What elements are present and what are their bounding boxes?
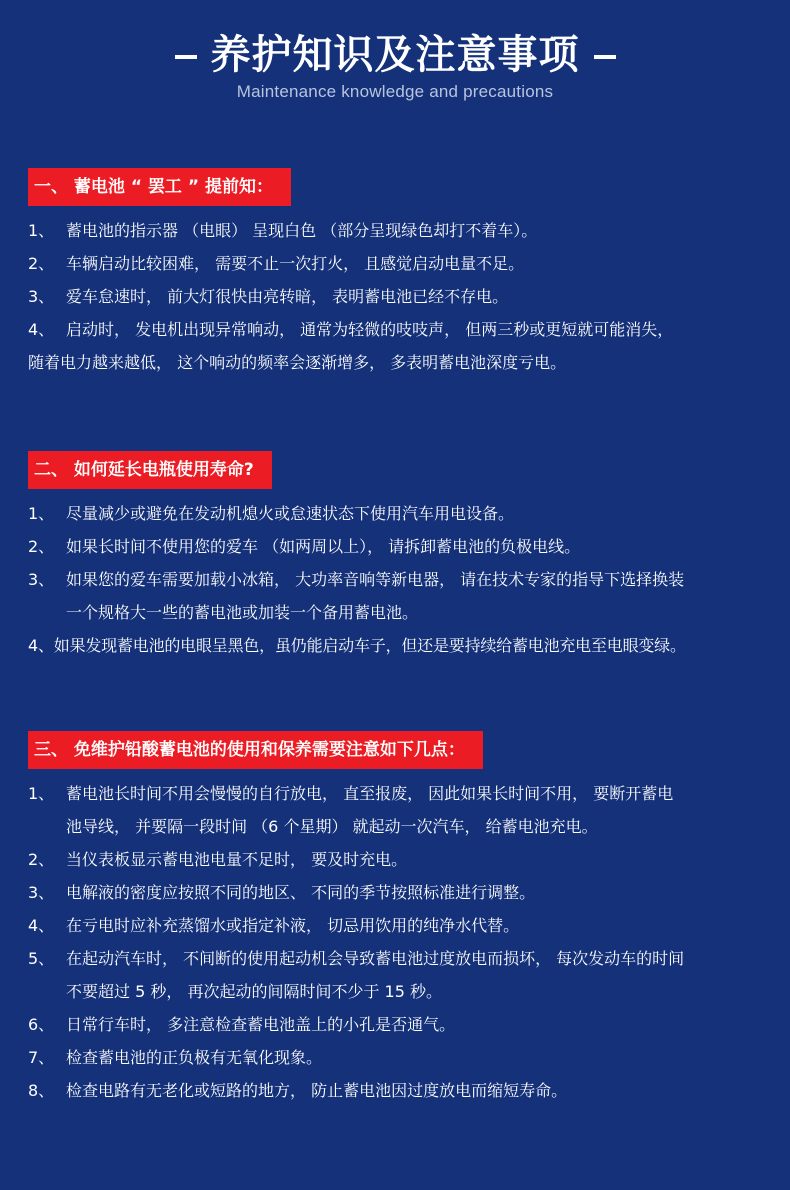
- item-number: 3、: [28, 883, 55, 902]
- list-item: [28, 1041, 768, 1074]
- item-text: 如果您的爱车需要加载小冰箱， 大功率音响等新电器， 请在技术专家的指导下选择换装: [66, 570, 685, 589]
- item-number: 8、: [28, 1081, 55, 1100]
- list-item: [28, 313, 768, 346]
- list-item: 4、如果发现蓄电池的电眼呈黑色，虽仍能启动车子，但还是要持续给蓄电池充电至电眼变绿。: [28, 636, 686, 655]
- item-number: 2、: [28, 254, 55, 273]
- page-title-text: 养护知识及注意事项: [210, 32, 580, 78]
- list-item: [28, 497, 768, 530]
- list-item: [28, 843, 768, 876]
- item-number: 1、: [28, 504, 55, 523]
- list-item: [28, 942, 768, 975]
- list-item: [28, 530, 768, 563]
- list-item: [28, 1074, 768, 1107]
- item-number: 2、: [28, 850, 55, 869]
- item-number: 4、: [28, 320, 55, 339]
- section-title: 一、 蓄电池 “ 罢工 ” 提前知：: [28, 168, 291, 206]
- list-item: [28, 876, 768, 909]
- item-number: 1、: [28, 221, 55, 240]
- item-number: 3、: [28, 287, 55, 306]
- item-text: 电解液的密度应按照不同的地区、 不同的季节按照标准进行调整。: [66, 883, 536, 902]
- page-header: [0, 30, 790, 102]
- item-number: 7、: [28, 1048, 55, 1067]
- section-list: [28, 497, 768, 662]
- item-number: 5、: [28, 949, 55, 968]
- item-text: 蓄电池的指示器 （电眼） 呈现白色 （部分呈现绿色却打不着车）。: [66, 221, 538, 240]
- section-title: 三、 免维护铅酸蓄电池的使用和保养需要注意如下几点：: [28, 731, 483, 769]
- item-continuation: 随着电力越来越低， 这个响动的频率会逐渐增多， 多表明蓄电池深度亏电。: [28, 353, 567, 372]
- list-item: [28, 777, 768, 810]
- item-text: 启动时， 发电机出现异常响动， 通常为轻微的吱吱声， 但两三秒或更短就可能消失，: [66, 320, 674, 339]
- section-list: [28, 214, 768, 379]
- item-number: 3、: [28, 570, 55, 589]
- list-item: [28, 909, 768, 942]
- page-subtitle: Maintenance knowledge and precautions: [236, 82, 554, 101]
- item-text: 蓄电池长时间不用会慢慢的自行放电， 直至报废， 因此如果长时间不用， 要断开蓄电: [66, 784, 674, 803]
- section-extend-battery-life: [28, 451, 768, 662]
- section-title: 二、 如何延长电瓶使用寿命?: [28, 451, 272, 489]
- item-text: 当仪表板显示蓄电池电量不足时， 要及时充电。: [66, 850, 408, 869]
- list-item: [28, 1008, 768, 1041]
- item-text: 在起动汽车时， 不间断的使用起动机会导致蓄电池过度放电而损坏， 每次发动车的时间: [66, 949, 685, 968]
- item-text: 尽量减少或避免在发动机熄火或怠速状态下使用汽车用电设备。: [66, 504, 515, 523]
- list-item: [28, 280, 768, 313]
- item-text: 车辆启动比较困难， 需要不止一次打火， 且感觉启动电量不足。: [66, 254, 525, 273]
- title-left-dash: [175, 55, 197, 59]
- page-title: [0, 30, 790, 80]
- item-text: 爱车怠速时， 前大灯很快由亮转暗， 表明蓄电池已经不存电。: [66, 287, 509, 306]
- item-continuation: 一个规格大一些的蓄电池或加装一个备用蓄电池。: [66, 603, 419, 622]
- section-battery-warning: [28, 168, 768, 379]
- list-item: [28, 563, 768, 596]
- item-number: 1、: [28, 784, 55, 803]
- item-text: 如果长时间不使用您的爱车 （如两周以上）， 请拆卸蓄电池的负极电线。: [66, 537, 581, 556]
- item-continuation: 池导线， 并要隔一段时间 （6 个星期） 就起动一次汽车， 给蓄电池充电。: [66, 817, 598, 836]
- item-text: 检查蓄电池的正负极有无氧化现象。: [66, 1048, 323, 1067]
- item-number: 4、: [28, 916, 55, 935]
- item-number: 2、: [28, 537, 55, 556]
- title-right-dash: [594, 55, 616, 59]
- section-list: [28, 777, 768, 1107]
- item-number: 6、: [28, 1015, 55, 1034]
- item-text: 在亏电时应补充蒸馏水或指定补液， 切忌用饮用的纯净水代替。: [66, 916, 520, 935]
- item-continuation: 不要超过 5 秒， 再次起动的间隔时间不少于 15 秒。: [66, 982, 442, 1001]
- section-maintenance-free-battery: [28, 731, 768, 1107]
- item-text: 检查电路有无老化或短路的地方， 防止蓄电池因过度放电而缩短寿命。: [66, 1081, 568, 1100]
- list-item: [28, 247, 768, 280]
- list-item: [28, 214, 768, 247]
- item-text: 日常行车时， 多注意检查蓄电池盖上的小孔是否通气。: [66, 1015, 456, 1034]
